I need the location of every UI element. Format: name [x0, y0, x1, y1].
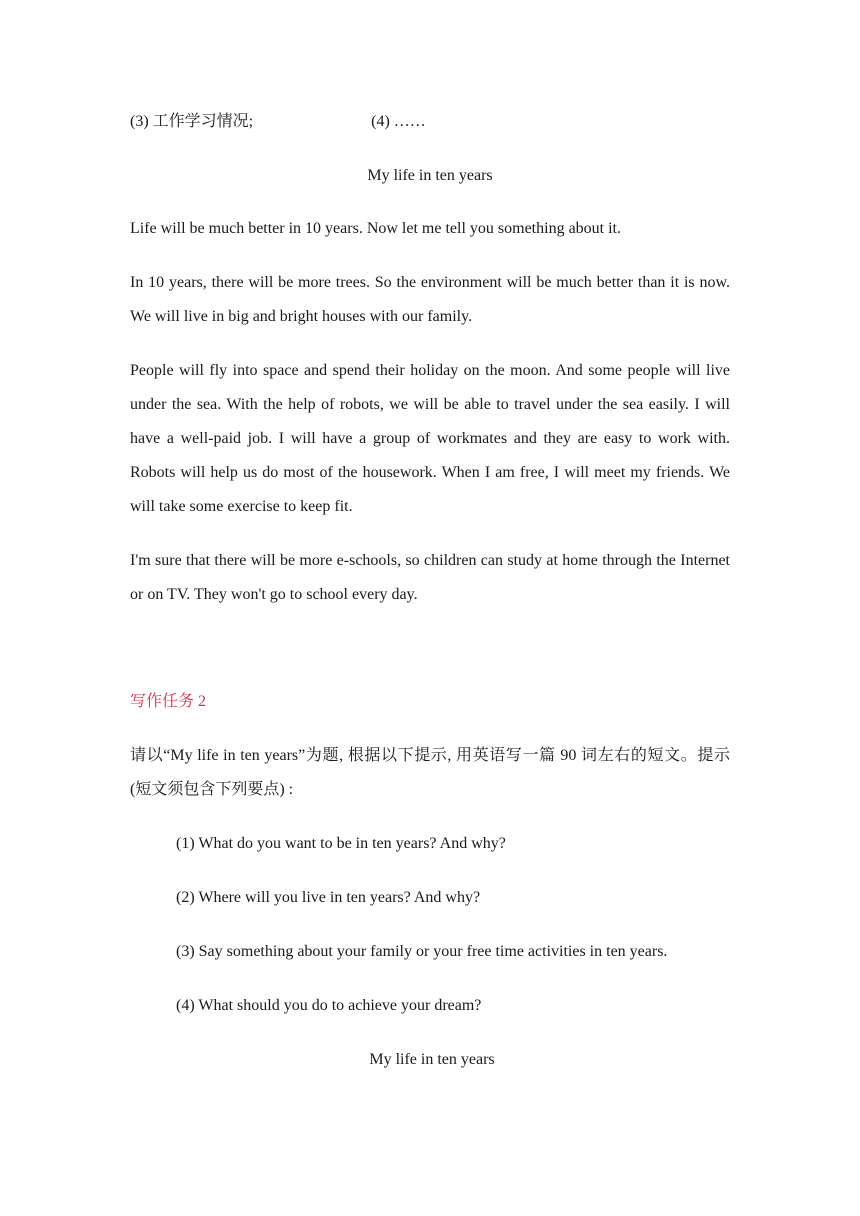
- task2-prompt-2: (2) Where will you live in ten years? And why?: [176, 889, 481, 906]
- outline-item-3: (3) 工作学习情况;: [130, 113, 254, 130]
- task2-prompt-1: (1) What do you want to be in ten years? And why?: [176, 835, 506, 852]
- task2-heading: 写作任务 2: [130, 693, 207, 710]
- task2-instruction: 请以“My life in ten years”为题, 根据以下提示, 用英语写一篇 90 词左右的短文。提示 (短文须包含下列要点) :: [130, 747, 730, 798]
- essay1-paragraph-1: Life will be much better in 10 years. Now let me tell you something about it.: [130, 220, 621, 237]
- task2-title: My life in ten years: [369, 1051, 495, 1068]
- task2-prompt-4: (4) What should you do to achieve your dream?: [176, 997, 482, 1014]
- essay1-paragraph-3: People will fly into space and spend their holiday on the moon. And some people will live under the sea. With the help of robots, we will be able to travel under the sea easily. I will have a well-paid job. I will have a group of workmates and they are easy to work with. Robots will help us do most of the housework. When I am free, I will meet my friends. We will take some exercise to keep fit.: [130, 362, 730, 515]
- outline-item-4: (4) ……: [371, 113, 426, 130]
- essay1-title: My life in ten years: [367, 167, 493, 184]
- task2-prompt-3: (3) Say something about your family or your free time activities in ten years.: [176, 943, 668, 960]
- outline-items-row: [130, 112, 426, 132]
- essay1-paragraph-4: I'm sure that there will be more e-schools, so children can study at home through the Internet or on TV. They won't go to school every day.: [130, 552, 730, 603]
- essay1-paragraph-2: In 10 years, there will be more trees. So the environment will be much better than it is now. We will live in big and bright houses with our family.: [130, 274, 730, 325]
